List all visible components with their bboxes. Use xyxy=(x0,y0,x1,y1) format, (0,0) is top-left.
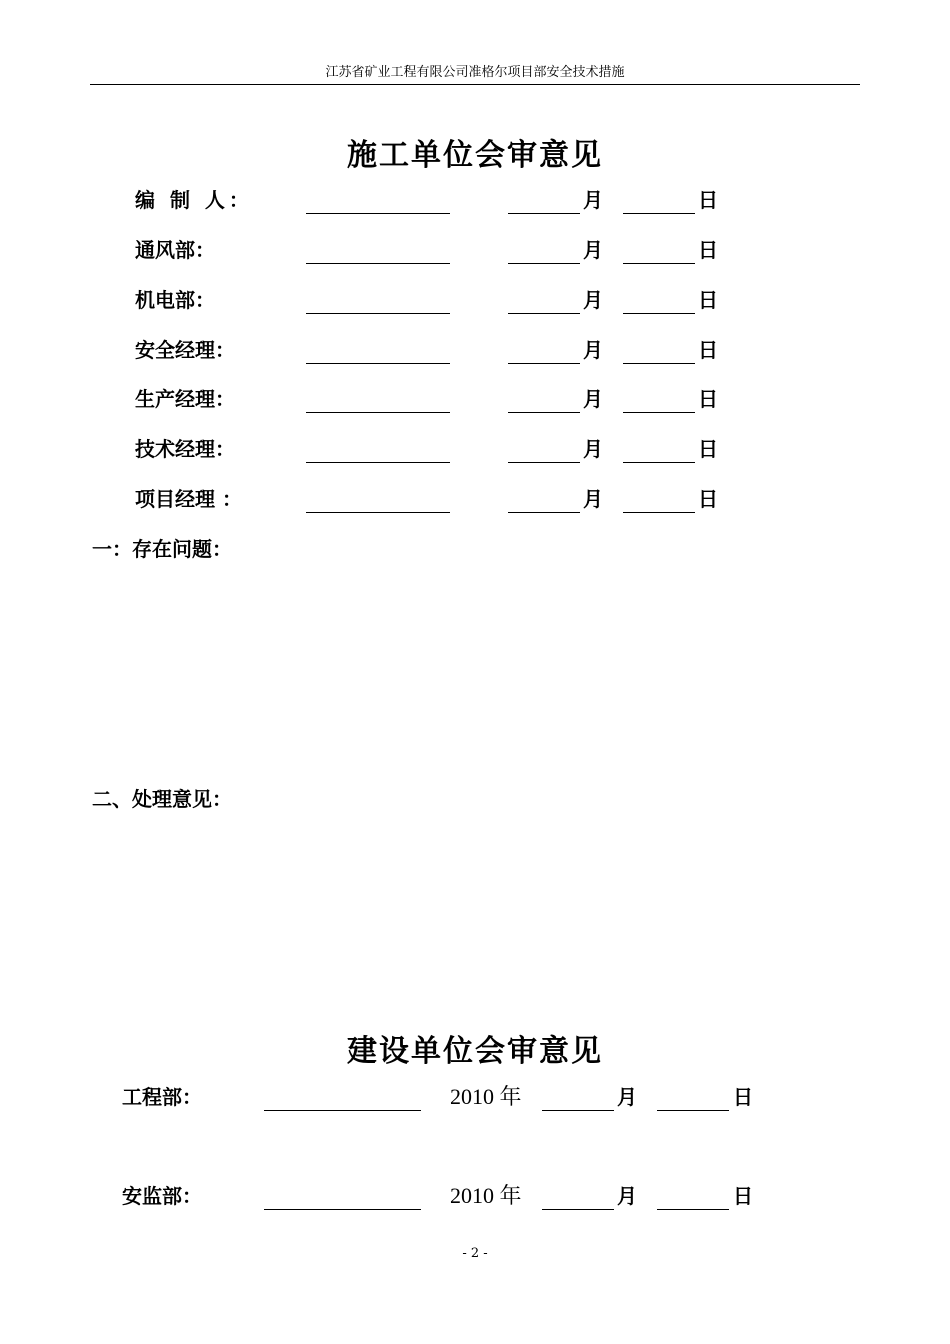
signature-line xyxy=(306,313,450,314)
month-label: 月 xyxy=(583,437,603,461)
day-line xyxy=(623,412,695,413)
signoff-row xyxy=(0,1181,950,1211)
section2-title: 建设单位会审意见 xyxy=(347,1034,603,1069)
issues-heading: 一：存在问题： xyxy=(92,537,232,561)
day-label: 日 xyxy=(698,188,718,212)
day-label: 日 xyxy=(698,288,718,312)
month-label: 月 xyxy=(617,1184,637,1208)
month-line xyxy=(508,313,580,314)
month-label: 月 xyxy=(617,1085,637,1109)
day-label: 日 xyxy=(733,1184,753,1208)
month-line xyxy=(542,1209,614,1210)
signoff-row xyxy=(0,1082,950,1112)
day-line xyxy=(623,462,695,463)
signature-line xyxy=(306,412,450,413)
row-label: 安全经理： xyxy=(135,338,235,362)
day-line xyxy=(657,1110,729,1111)
row-label: 项目经理 ： xyxy=(135,487,242,511)
row-label: 工程部： xyxy=(122,1085,202,1109)
day-line xyxy=(623,263,695,264)
month-line xyxy=(508,512,580,513)
month-line xyxy=(508,213,580,214)
month-line xyxy=(508,263,580,264)
signoff-row xyxy=(0,235,950,265)
row-label: 安监部： xyxy=(122,1184,202,1208)
day-line xyxy=(657,1209,729,1210)
day-label: 日 xyxy=(698,238,718,262)
row-label: 技术经理： xyxy=(135,437,235,461)
day-line xyxy=(623,313,695,314)
year-label: 2010 年 xyxy=(450,1084,522,1109)
row-label: 通风部： xyxy=(135,238,215,262)
month-line xyxy=(508,412,580,413)
section1-title: 施工单位会审意见 xyxy=(347,138,603,173)
signature-line xyxy=(306,213,450,214)
month-label: 月 xyxy=(583,338,603,362)
year-label: 2010 年 xyxy=(450,1183,522,1208)
month-label: 月 xyxy=(583,387,603,411)
day-line xyxy=(623,213,695,214)
signature-line xyxy=(264,1110,421,1111)
day-line xyxy=(623,512,695,513)
page-header: 江苏省矿业工程有限公司准格尔项目部安全技术措施 xyxy=(90,62,860,85)
day-label: 日 xyxy=(733,1085,753,1109)
signoff-row xyxy=(0,185,950,215)
opinion-heading: 二、处理意见： xyxy=(92,787,232,811)
day-label: 日 xyxy=(698,387,718,411)
day-line xyxy=(623,363,695,364)
signoff-row xyxy=(0,384,950,414)
month-label: 月 xyxy=(583,188,603,212)
signoff-row xyxy=(0,434,950,464)
row-label: 机电部： xyxy=(135,288,215,312)
day-label: 日 xyxy=(698,437,718,461)
signature-line xyxy=(264,1209,421,1210)
month-label: 月 xyxy=(583,288,603,312)
day-label: 日 xyxy=(698,487,718,511)
month-label: 月 xyxy=(583,487,603,511)
signature-line xyxy=(306,363,450,364)
row-label: 生产经理： xyxy=(135,387,235,411)
signature-line xyxy=(306,462,450,463)
page-number: - 2 - xyxy=(462,1246,488,1261)
month-label: 月 xyxy=(583,238,603,262)
signoff-row xyxy=(0,484,950,514)
day-label: 日 xyxy=(698,338,718,362)
month-line xyxy=(508,462,580,463)
signoff-row xyxy=(0,285,950,315)
month-line xyxy=(542,1110,614,1111)
signature-line xyxy=(306,512,450,513)
row-label: 编 制 人： xyxy=(135,188,253,212)
month-line xyxy=(508,363,580,364)
signoff-row xyxy=(0,335,950,365)
signature-line xyxy=(306,263,450,264)
